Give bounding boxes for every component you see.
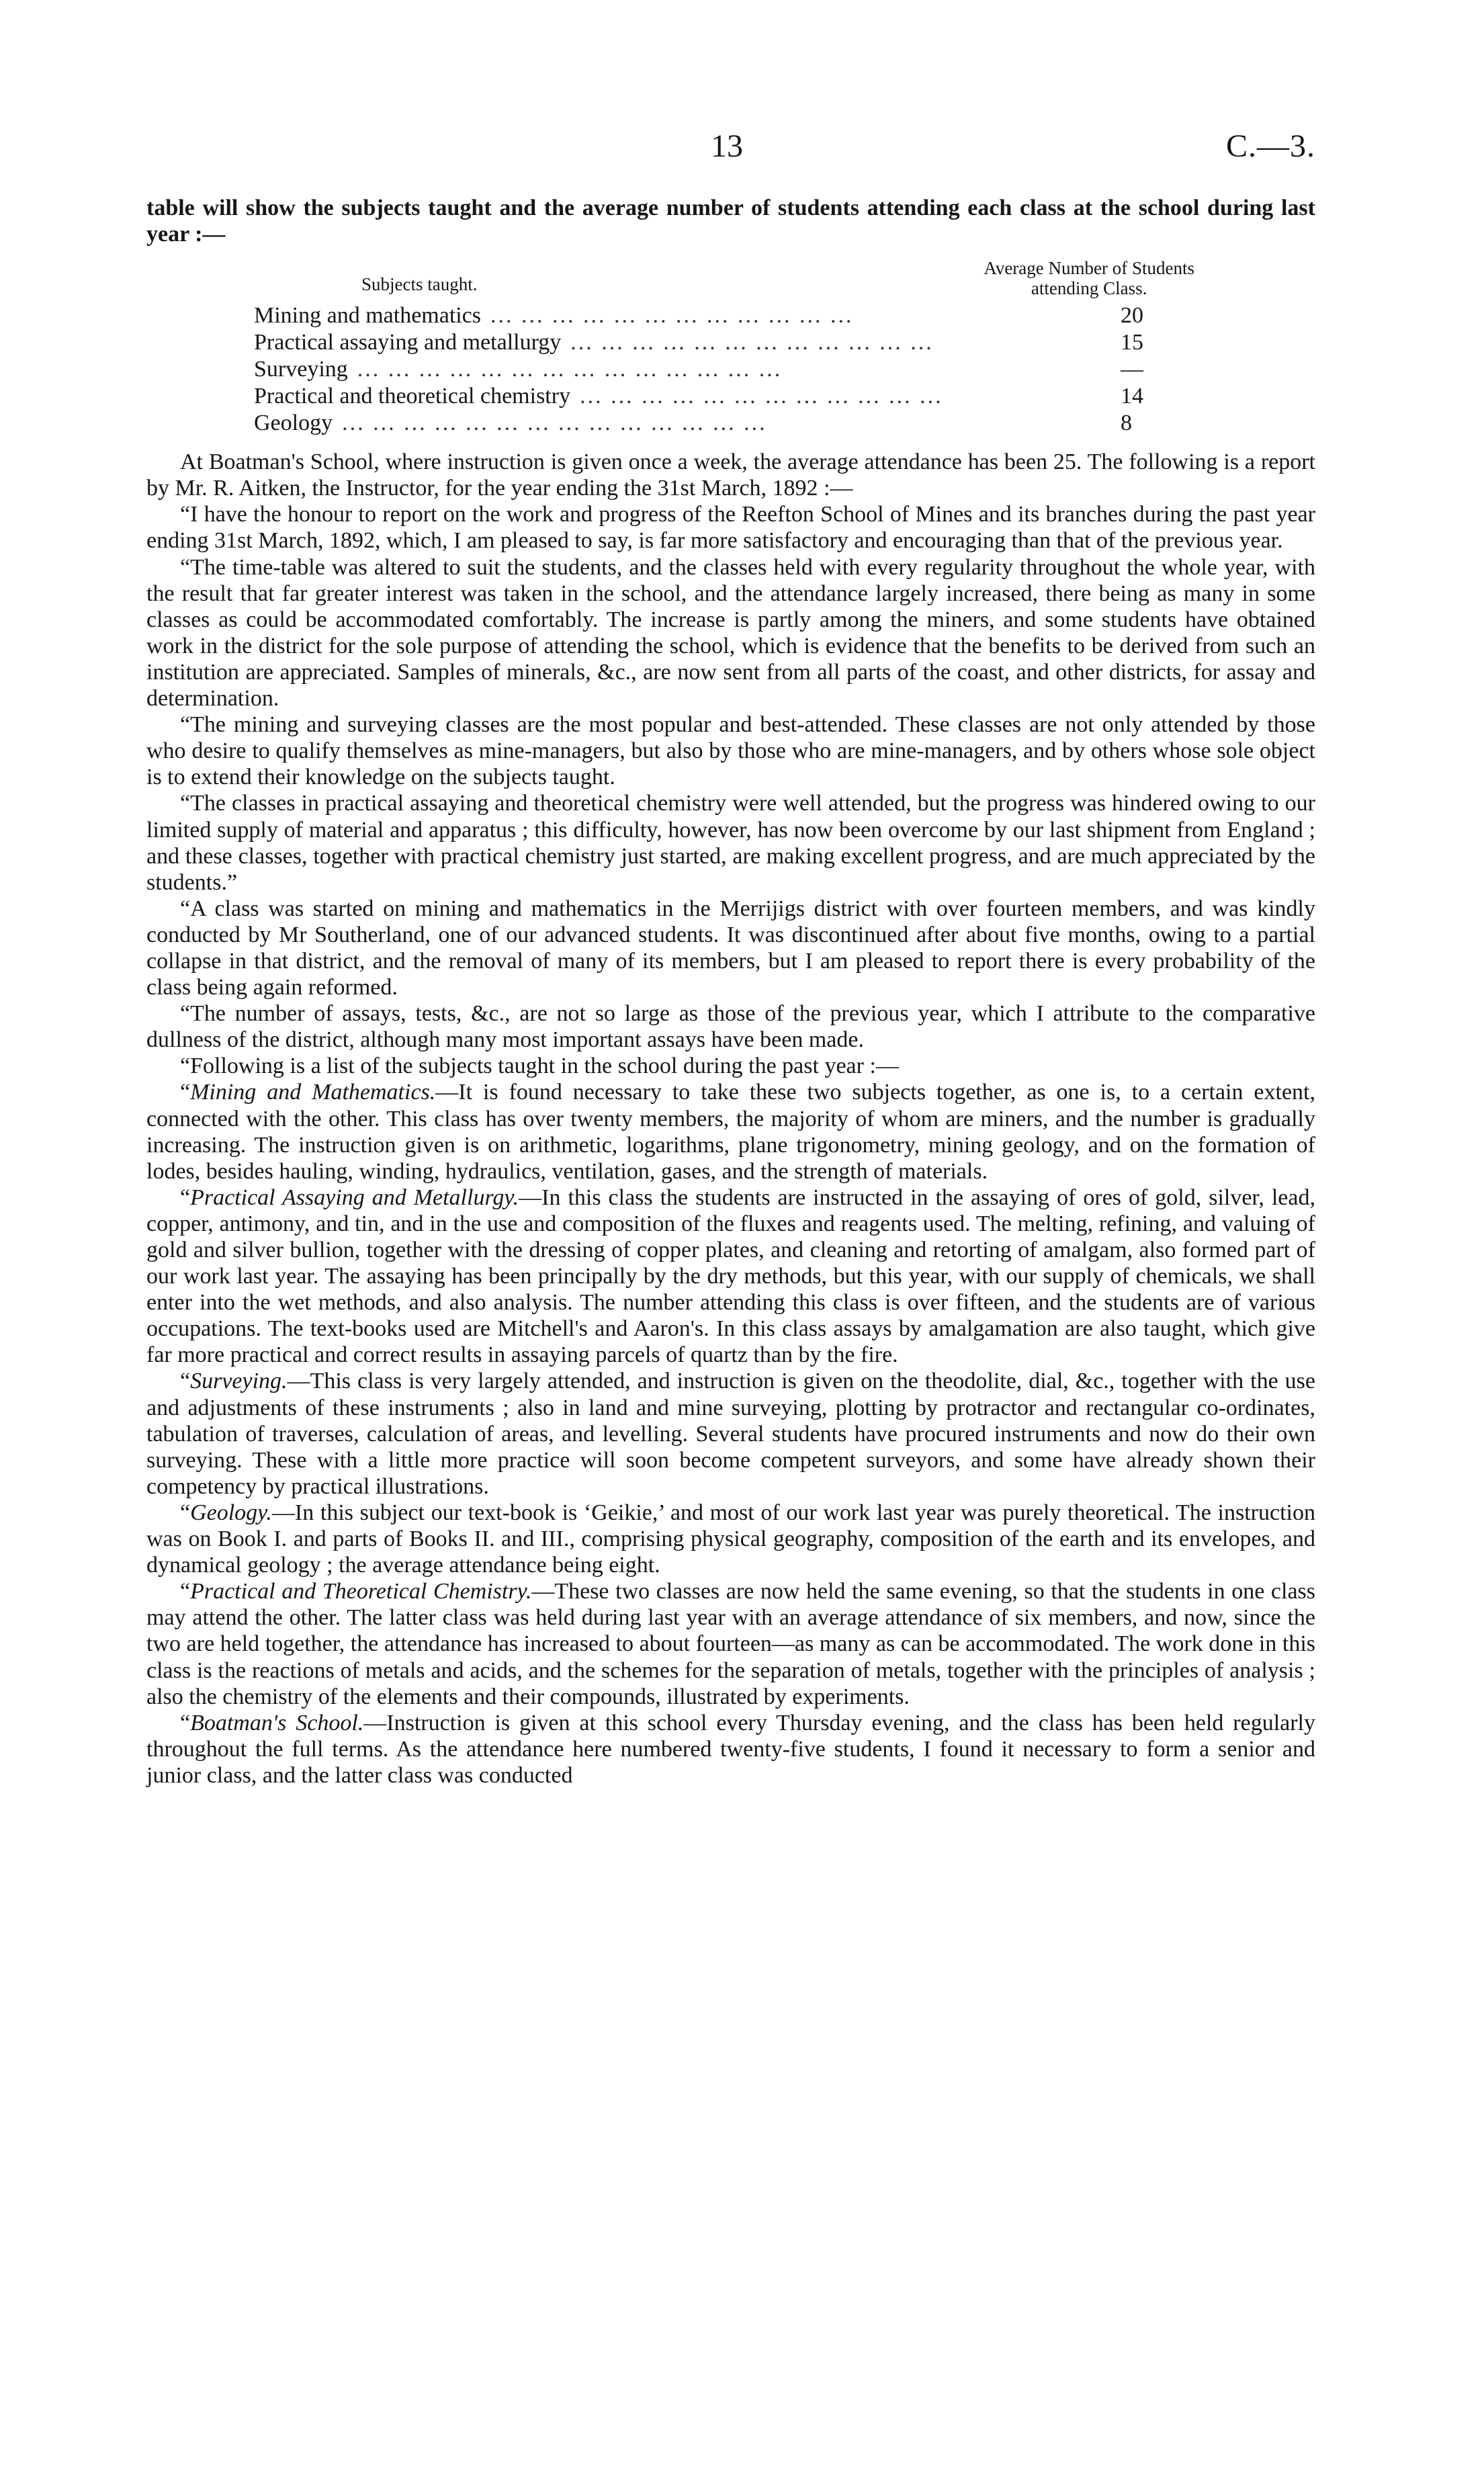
row-subject: Mining and mathematics [254,303,482,329]
page-header [146,128,1315,168]
leader-dots: ... ... ... ... ... ... ... ... ... ... ... ... [570,330,934,355]
row-value: 15 [1121,330,1143,355]
table-row [254,410,1194,437]
section-body: —It is found necessary to take these two subjects together, as one is, to a certain extent, connected with the other. This class has over twenty members, the majority of whom are miners, and the number is gradually increasing. The instruction given is on arithmetic, logarithms, plane trigonometry, mining geology, and on the formation of lodes, besides hauling, winding, hydraulics, ventilation, gases, and the strength of materials. [146,1080,1315,1184]
col-average-header [984,258,1194,298]
section-body: —In this subject our text-book is ‘Geikie,’ and most of our work last year was purely theoretical. The instruction was on Book I. and parts of Books II. and III., comprising physical geography, composition of the earth and its envelopes, and dynamical geology ; the average attendance being eight. [146,1500,1315,1578]
row-subject: Surveying [254,357,348,382]
paragraph: “Practical Assaying and Metallurgy.—In this class the students are instructed in the assaying of ores of gold, silver, lead, copper, antimony, and tin, and in the use and composition of the fluxes and reagents used. The melting, refining, and valuing of gold and silver bullion, together with the dressing of copper plates, and cleaning and retorting of amalgam, also formed part of our work last year. The assaying has been principally by the dry methods, but this year, with our supply of chemicals, we shall enter into the wet methods, and also analysis. The number attending this class is over fifteen, and the students are of various occupations. The text-books used are Mitchell's and Aaron's. In this class assays by amalgamation are also taught, which give far more practical and correct results in assaying parcels of quartz than by the fire. [146,1185,1315,1368]
col-average-line-2: attending Class. [1031,278,1147,299]
paragraph: “The mining and surveying classes are the most popular and best-attended. These classes are not only attended by those who desire to qualify themselves as mine-managers, but also by those who are mine-managers, and by others whose sole object is to extend their knowledge on the subjects taught. [146,712,1315,790]
row-value: 14 [1121,384,1143,409]
table-row [254,302,1194,329]
section-heading: Boatman's School. [190,1710,364,1735]
paragraph: “Surveying.—This class is very largely attended, and instruction is given on the theodolite, dial, &c., together with the use and adjustments of these instruments ; also in land and mine surveying, plotting by protractor and rectangular co-ordinates, tabulation of traverses, calculation of areas, and levelling. Several students have procured instruments and now do their own surveying. These with a little more practice will soon become competent surveyors, and some have already shown their competency by practical illustrations. [146,1369,1315,1499]
section-heading: Surveying. [190,1369,288,1394]
paragraph: “The time-table was altered to suit the students, and the classes held with every regularity throughout the whole year, with the result that far greater interest was taken in the school, and the attendance largely increased, there being as many in some classes as could be accommodated comfortably. The increase is partly among the miners, and some students have obtained work in the district for the sole purpose of attending the school, which is evidence that the benefits to be derived from such an institution are appreciated. Samples of minerals, &c., are now sent from all parts of the coast, and other districts, for assay and determination. [146,554,1315,712]
row-subject: Geology [254,411,333,436]
row-subject: Practical and theoretical chemistry [254,384,571,409]
paragraph: “Geology.—In this subject our text-book is ‘Geikie,’ and most of our work last year was purely theoretical. The instruction was on Book I. and parts of Books II. and III., comprising physical geography, composition of the earth and its envelopes, and dynamical geology ; the average attendance being eight. [146,1500,1315,1578]
section-heading: Geology. [190,1500,272,1525]
subjects-table [254,250,1194,437]
row-value: — [1121,357,1143,382]
page-number: 13 [711,128,743,164]
paragraph: “The number of assays, tests, &c., are not so large as those of the previous year, which I attribute to the comparative dullness of the district, although many most important assays have been made. [146,1001,1315,1053]
paragraph: “Practical and Theoretical Chemistry.—These two classes are now held the same evening, so that the students in one class may attend the other. The latter class was held during last year with an average attendance of six members, and now, since the two are held together, the attendance has increased to about fourteen—as many as can be accommodated. The work done in this class is the reactions of metals and acids, and the schemes for the separation of metals, together with the principles of analysis ; also the chemistry of the elements and their compounds, illustrated by experiments. [146,1579,1315,1709]
section-heading: Practical Assaying and Metallurgy. [190,1185,519,1210]
paragraph: “Following is a list of the subjects taught in the school during the past year :— [180,1054,899,1079]
row-value: 20 [1121,303,1143,329]
paragraph: “The classes in practical assaying and theoretical chemistry were well attended, but the progress was hindered owing to our limited supply of material and apparatus ; this difficulty, however, has now been overcome by our last shipment from England ; and these classes, together with practical chemistry just started, are making excellent progress, and are much appreciated by the students.” [146,791,1315,895]
document-series: C.—3. [1225,128,1315,164]
row-subject: Practical assaying and metallurgy [254,330,562,355]
leader-dots: ... ... ... ... ... ... ... ... ... ... ... ... ... ... [357,357,783,382]
section-body: —These two classes are now held the same evening, so that the students in one class may attend the other. The latter class was held during last year with an average attendance of six members, and now, since the two are held together, the attendance has increased to about fourteen—as many as can be accommodated. The work done in this class is the reactions of metals and acids, and the schemes for the separation of metals, together with the principles of analysis ; also the chemistry of the elements and their compounds, illustrated by experiments. [146,1579,1315,1709]
section-body: —Instruction is given at this school every Thursday evening, and the class has been held regularly throughout the full terms. As the attendance here numbered twenty-five students, I found it necessary to form a senior and junior class, and the latter class was conducted [146,1710,1316,1788]
paragraph: “Boatman's School.—Instruction is given at this school every Thursday evening, and the class has been held regularly throughout the full terms. As the attendance here numbered twenty-five students, I found it necessary to form a senior and junior class, and the latter class was conducted [146,1710,1316,1788]
paragraph: “A class was started on mining and mathematics in the Merrijigs district with over fourteen members, and was kindly conducted by Mr Southerland, one of our advanced students. It was discontinued after about five months, owing to a partial collapse in that district, and the removal of many of its members, but I am pleased to report there is every probability of the class being again reformed. [146,896,1315,1000]
col-subject-header: Subjects taught. [361,274,478,295]
table-row [254,383,1194,410]
section-body: —In this class the students are instructed in the assaying of ores of gold, silver, lead, copper, antimony, and tin, and in the use and composition of the fluxes and reagents used. The melting, refining, and valuing of gold and silver bullion, together with the dressing of copper plates, and cleaning and retorting of amalgam, also formed part of our work last year. The assaying has been principally by the dry methods, but this year, with our supply of chemicals, we shall enter into the wet methods, and also analysis. The number attending this class is over fifteen, and the students are of various occupations. The text-books used are Mitchell's and Aaron's. In this class assays by amalgamation are also taught, which give far more practical and correct results in assaying parcels of quartz than by the fire. [146,1185,1315,1368]
table-row [254,356,1194,383]
row-value: 8 [1121,411,1132,436]
table-header [254,250,1194,302]
leader-dots: ... ... ... ... ... ... ... ... ... ... ... ... [580,384,943,409]
col-average-line-1: Average Number of Students [984,258,1194,279]
section-heading: Mining and Mathematics. [190,1080,436,1105]
paragraph: “I have the honour to report on the work and progress of the Reefton School of Mines and its branches during the past year ending 31st March, 1892, which, I am pleased to say, is far more satisfactory and encouraging than that of the previous year. [146,502,1315,554]
intro-paragraph: table will show the subjects taught and the average number of students attending each class at the school during last year :— [146,196,1315,247]
section-body: —This class is very largely attended, and instruction is given on the theodolite, dial, &c., together with the use and adjustments of these instruments ; also in land and mine surveying, plotting by protractor and rectangular co-ordinates, tabulation of traverses, calculation of areas, and levelling. Several students have procured instruments and now do their own surveying. These with a little more practice will soon become competent surveyors, and some have already shown their competency by practical illustrations. [146,1369,1315,1499]
leader-dots: ... ... ... ... ... ... ... ... ... ... ... ... [490,303,854,329]
table-row [254,329,1194,356]
paragraph: At Boatman's School, where instruction is given once a week, the average attendance has been 25. The following is a report by Mr. R. Aitken, the Instructor, for the year ending the 31st March, 1892 :— [146,449,1315,501]
body-text [146,195,1315,1789]
leader-dots: ... ... ... ... ... ... ... ... ... ... ... ... ... ... [342,411,767,436]
section-heading: Practical and Theoretical Chemistry. [190,1579,532,1604]
paragraph: “Mining and Mathematics.—It is found necessary to take these two subjects together, as one is, to a certain extent, connected with the other. This class has over twenty members, the majority of whom are miners, and the number is gradually increasing. The instruction given is on arithmetic, logarithms, plane trigonometry, mining geology, and on the formation of lodes, besides hauling, winding, hydraulics, ventilation, gases, and the strength of materials. [146,1080,1315,1184]
